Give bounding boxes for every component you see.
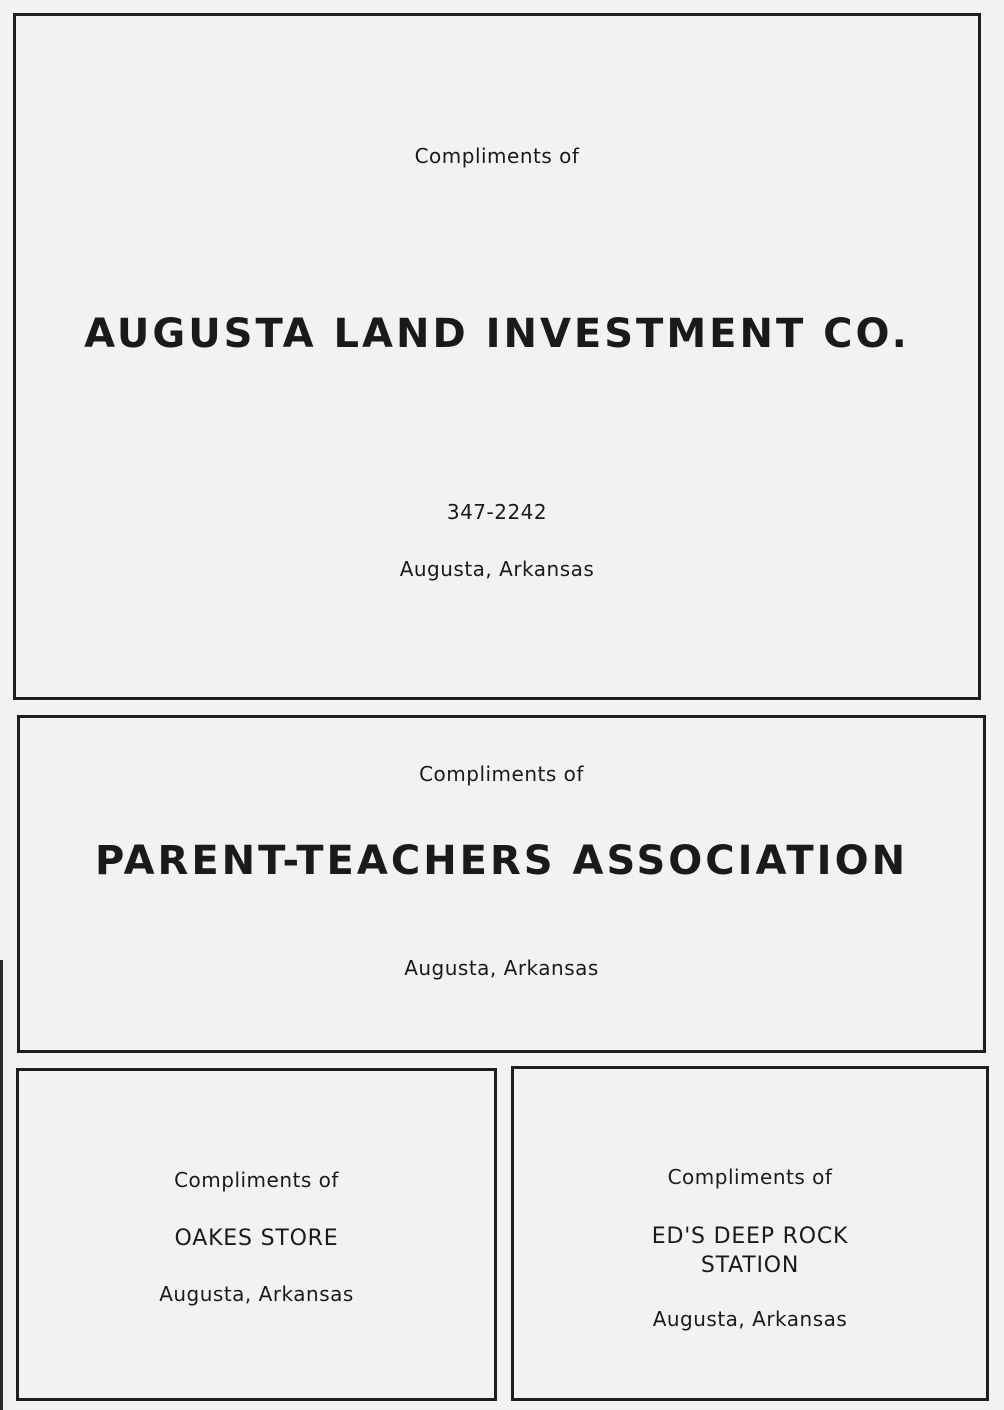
business-name: PARENT-TEACHERS ASSOCIATION xyxy=(94,838,909,884)
ad-eds-deep-rock-station xyxy=(511,1066,989,1401)
compliments-text: Compliments of xyxy=(419,762,584,786)
margin-rule xyxy=(0,960,3,1410)
phone-number: 347-2242 xyxy=(446,500,548,524)
business-name: AUGUSTA LAND INVESTMENT CO. xyxy=(84,311,910,357)
compliments-text: Compliments of xyxy=(667,1165,833,1189)
business-name xyxy=(514,1222,986,1280)
business-name-line-2: STATION xyxy=(700,1253,800,1278)
location-text: Augusta, Arkansas xyxy=(159,1282,354,1306)
location-text: Augusta, Arkansas xyxy=(652,1307,848,1331)
ad-parent-teachers-association xyxy=(17,715,986,1053)
compliments-text: Compliments of xyxy=(414,144,580,168)
location-text: Augusta, Arkansas xyxy=(399,557,595,581)
ad-oakes-store xyxy=(16,1068,497,1401)
location-text: Augusta, Arkansas xyxy=(404,956,599,980)
ad-augusta-land-investment xyxy=(13,13,981,700)
compliments-text: Compliments of xyxy=(174,1168,339,1192)
business-name-line-1: ED'S DEEP ROCK xyxy=(651,1224,849,1249)
business-name: OAKES STORE xyxy=(174,1226,339,1251)
